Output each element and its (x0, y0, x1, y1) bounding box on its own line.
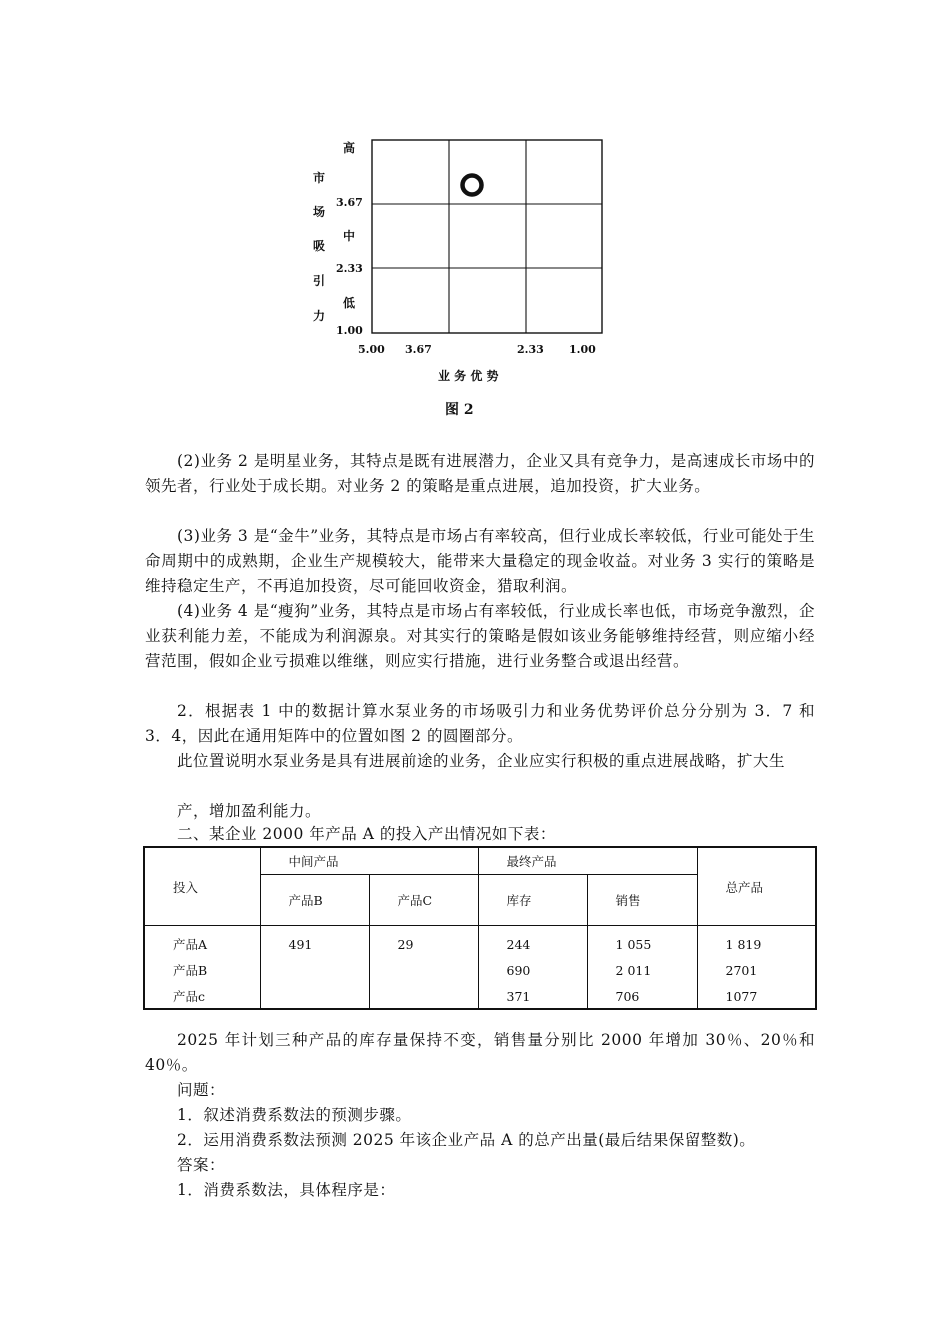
y-tick-1-00: 1.00 (336, 324, 363, 337)
paragraph-business-3: (3)业务 3 是“金牛”业务，其特点是市场占有率较高，但行业成长率较低，行业可能处于生命周期中的成熟期，企业生产规模较大，能带来大量稳定的现金收益。对业务 3 实行的策略是维持稳定生产，不再追加投资，尽可能回收资金，猎取利润。 (145, 527, 815, 595)
input-output-table (143, 846, 817, 1010)
y-title-char-3: 吸 (313, 239, 326, 253)
answer-1: 1．消费系数法，具体程序是： (177, 1181, 396, 1199)
section-two-heading: 二、某企业 2000 年产品 A 的投入产出情况如下表： (177, 825, 556, 843)
x-axis-title: 业 务 优 势 (438, 369, 499, 383)
question-heading: 问题： (177, 1081, 226, 1099)
table-row (144, 982, 816, 1009)
row-label-high: 高 (343, 141, 356, 155)
y-title-char-5: 力 (313, 309, 326, 323)
row-name: 产品c (144, 982, 260, 1009)
table-row (144, 926, 816, 957)
cell-c (369, 982, 478, 1009)
cell-sales: 1 055 (587, 926, 697, 957)
cell-total: 2701 (697, 956, 816, 982)
y-tick-3-67: 3.67 (336, 196, 363, 209)
question-2: 2．运用消费系数法预测 2025 年该企业产品 A 的总产出量(最后结果保留整数)。 (177, 1131, 756, 1149)
cell-stock: 371 (478, 982, 587, 1009)
cell-sales: 2 011 (587, 956, 697, 982)
header-sales: 销售 (587, 875, 697, 926)
cell-sales: 706 (587, 982, 697, 1009)
x-tick-3-67: 3.67 (405, 343, 432, 356)
cell-c (369, 956, 478, 982)
y-title-char-1: 市 (313, 171, 326, 185)
cell-total: 1077 (697, 982, 816, 1009)
row-label-low: 低 (343, 296, 356, 310)
row-name: 产品A (144, 926, 260, 957)
header-intermediate: 中间产品 (260, 847, 478, 875)
header-product-b: 产品B (260, 875, 369, 926)
table-row (144, 956, 816, 982)
y-tick-2-33: 2.33 (336, 262, 363, 275)
cell-total: 1 819 (697, 926, 816, 957)
row-label-mid: 中 (343, 229, 356, 243)
paragraph-position: 此位置说明水泵业务是具有进展前途的业务，企业应实行积极的重点进展战略，扩大生 (177, 752, 786, 770)
matrix-grid (372, 140, 602, 333)
cell-b (260, 956, 369, 982)
x-tick-5-00: 5.00 (358, 343, 385, 356)
water-pump-position-marker (463, 176, 482, 195)
plan-2025-paragraph: 2025 年计划三种产品的库存量保持不变，销售量分别比 2000 年增加 30％、20％和 40％。 (145, 1031, 815, 1074)
header-total: 总产品 (697, 847, 816, 926)
cell-c: 29 (369, 926, 478, 957)
paragraph-business-4: (4)业务 4 是“瘦狗”业务，其特点是市场占有率较低，行业成长率也低，市场竞争激烈，企业获利能力差，不能成为利润源泉。对其实行的策略是假如该业务能够维持经营，则应缩小经营范围，假如企业亏损难以维继，则应实行措施，进行业务整合或退出经营。 (145, 602, 815, 670)
header-final: 最终产品 (478, 847, 697, 875)
cell-b: 491 (260, 926, 369, 957)
header-product-c: 产品C (369, 875, 478, 926)
y-title-char-2: 场 (313, 205, 326, 219)
x-tick-2-33: 2.33 (517, 343, 544, 356)
header-stock: 库存 (478, 875, 587, 926)
x-tick-1-00: 1.00 (569, 343, 596, 356)
cell-b (260, 982, 369, 1009)
figure-caption: 图 2 (445, 402, 474, 418)
y-title-char-4: 引 (313, 274, 326, 288)
paragraph-position-cont: 产，增加盈利能力。 (177, 802, 322, 820)
paragraph-business-2: (2)业务 2 是明星业务，其特点是既有进展潜力，企业又具有竞争力，是高速成长市场中的领先者，行业处于成长期。对业务 2 的策略是重点进展，追加投资，扩大业务。 (145, 452, 815, 495)
header-input: 投入 (144, 847, 260, 926)
paragraph-answer-2: 2．根据表 1 中的数据计算水泵业务的市场吸引力和业务优势评价总分分别为 3．7 和 3．4，因此在通用矩阵中的位置如图 2 的圆圈部分。 (145, 702, 815, 745)
row-name: 产品B (144, 956, 260, 982)
question-1: 1．叙述消费系数法的预测步骤。 (177, 1106, 412, 1124)
cell-stock: 690 (478, 956, 587, 982)
answer-heading: 答案： (177, 1156, 226, 1174)
cell-stock: 244 (478, 926, 587, 957)
matrix-figure (0, 0, 950, 430)
